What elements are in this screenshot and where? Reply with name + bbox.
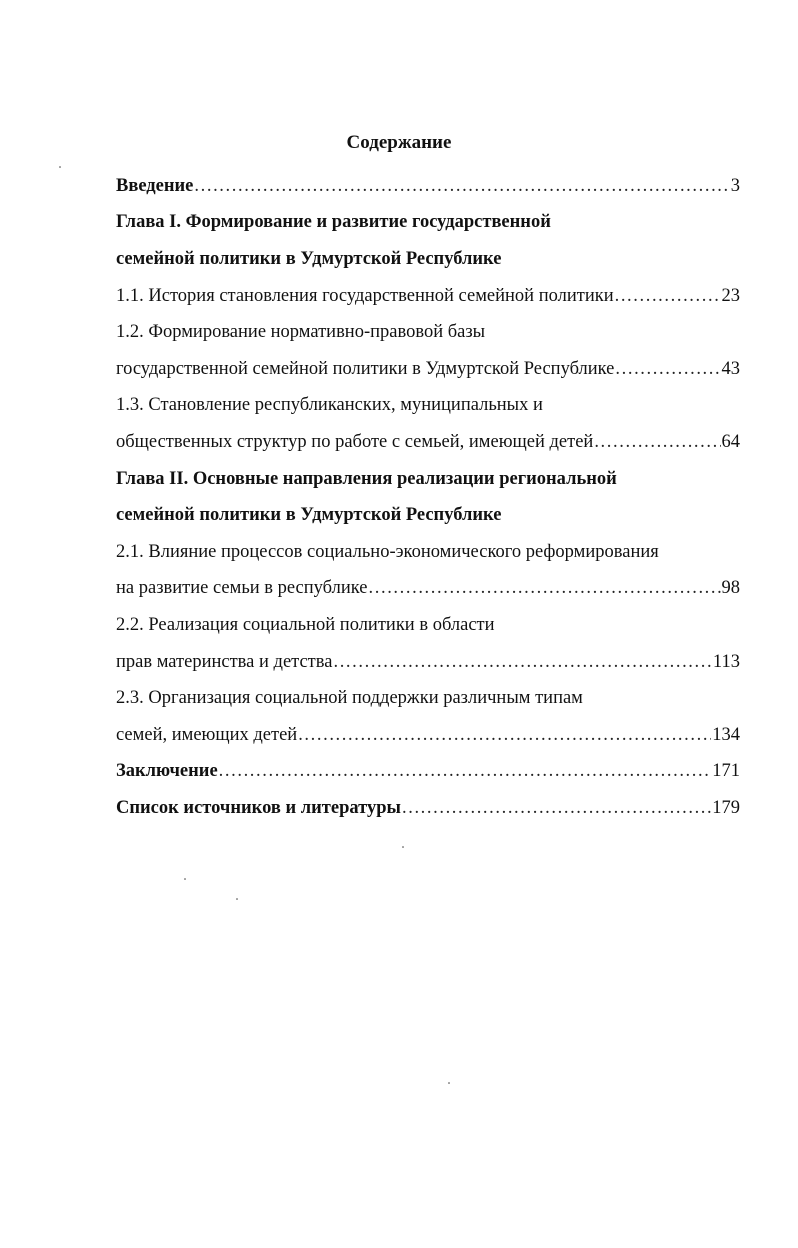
toc-entry bbox=[116, 278, 740, 315]
dot-leader bbox=[594, 432, 720, 453]
scan-speck bbox=[236, 898, 238, 900]
toc-entry bbox=[116, 424, 740, 461]
toc-entry-text: Глава II. Основные направления реализации региональной bbox=[116, 468, 617, 489]
toc-entry bbox=[116, 497, 740, 534]
toc-entry bbox=[116, 534, 740, 571]
toc-entry-text: Глава I. Формирование и развитие государственной bbox=[116, 212, 551, 233]
toc-page-number: 134 bbox=[712, 724, 740, 745]
toc-entry bbox=[116, 461, 740, 498]
dot-leader bbox=[615, 286, 721, 307]
dot-leader bbox=[333, 652, 711, 673]
dot-leader bbox=[369, 578, 721, 599]
toc-page-number: 23 bbox=[721, 285, 740, 306]
toc-page-number: 64 bbox=[721, 431, 740, 452]
toc-entry bbox=[116, 754, 740, 791]
toc-entry-text: 2.2. Реализация социальной политики в области bbox=[116, 614, 495, 635]
toc-entry bbox=[116, 351, 740, 388]
toc-page-number: 98 bbox=[721, 578, 740, 599]
toc-page-number: 113 bbox=[712, 651, 740, 672]
dot-leader bbox=[402, 798, 711, 819]
toc-entry-text: семей, имеющих детей bbox=[116, 724, 298, 745]
dot-leader bbox=[615, 359, 720, 380]
toc-entry-text: 1.2. Формирование нормативно-правовой базы bbox=[116, 322, 486, 343]
toc-entry bbox=[116, 205, 740, 242]
table-of-contents bbox=[116, 168, 740, 827]
toc-entry bbox=[116, 644, 740, 681]
toc-entry bbox=[116, 717, 740, 754]
toc-entry-text: 1.1. История становления государственной семейной политики bbox=[116, 285, 614, 306]
toc-entry bbox=[116, 168, 740, 205]
toc-entry-text: семейной политики в Удмуртской Республике bbox=[116, 505, 502, 526]
toc-page-number: 3 bbox=[730, 175, 740, 196]
dot-leader bbox=[219, 761, 712, 782]
toc-entry bbox=[116, 607, 740, 644]
toc-page-number: 43 bbox=[721, 358, 740, 379]
toc-entry-text: на развитие семьи в республике bbox=[116, 578, 368, 599]
toc-entry-text: Введение bbox=[116, 175, 194, 196]
toc-page-number: 171 bbox=[712, 761, 740, 782]
toc-entry bbox=[116, 241, 740, 278]
toc-entry-text: 1.3. Становление республиканских, муниципальных и bbox=[116, 395, 543, 416]
scan-speck bbox=[402, 846, 404, 848]
toc-entry-text: государственной семейной политики в Удмуртской Республике bbox=[116, 358, 615, 379]
toc-entry-text: Заключение bbox=[116, 761, 218, 782]
scan-speck bbox=[448, 1082, 450, 1084]
toc-entry-text: общественных структур по работе с семьей, имеющей детей bbox=[116, 431, 594, 452]
dot-leader bbox=[298, 725, 711, 746]
scan-speck bbox=[59, 166, 61, 168]
scan-speck bbox=[184, 878, 186, 880]
toc-entry-text: семейной политики в Удмуртской Республике bbox=[116, 248, 502, 269]
dot-leader bbox=[194, 176, 729, 197]
toc-entry bbox=[116, 314, 740, 351]
page-title: Содержание bbox=[346, 132, 452, 153]
toc-entry-text: 2.1. Влияние процессов социально-экономического реформирования bbox=[116, 541, 659, 562]
toc-entry-text: Список источников и литературы bbox=[116, 797, 401, 818]
toc-page-number: 179 bbox=[712, 797, 740, 818]
toc-entry bbox=[116, 388, 740, 425]
toc-entry bbox=[116, 571, 740, 608]
toc-entry bbox=[116, 680, 740, 717]
toc-entry-text: 2.3. Организация социальной поддержки различным типам bbox=[116, 688, 583, 709]
toc-entry bbox=[116, 790, 740, 827]
toc-entry-text: прав материнства и детства bbox=[116, 651, 333, 672]
